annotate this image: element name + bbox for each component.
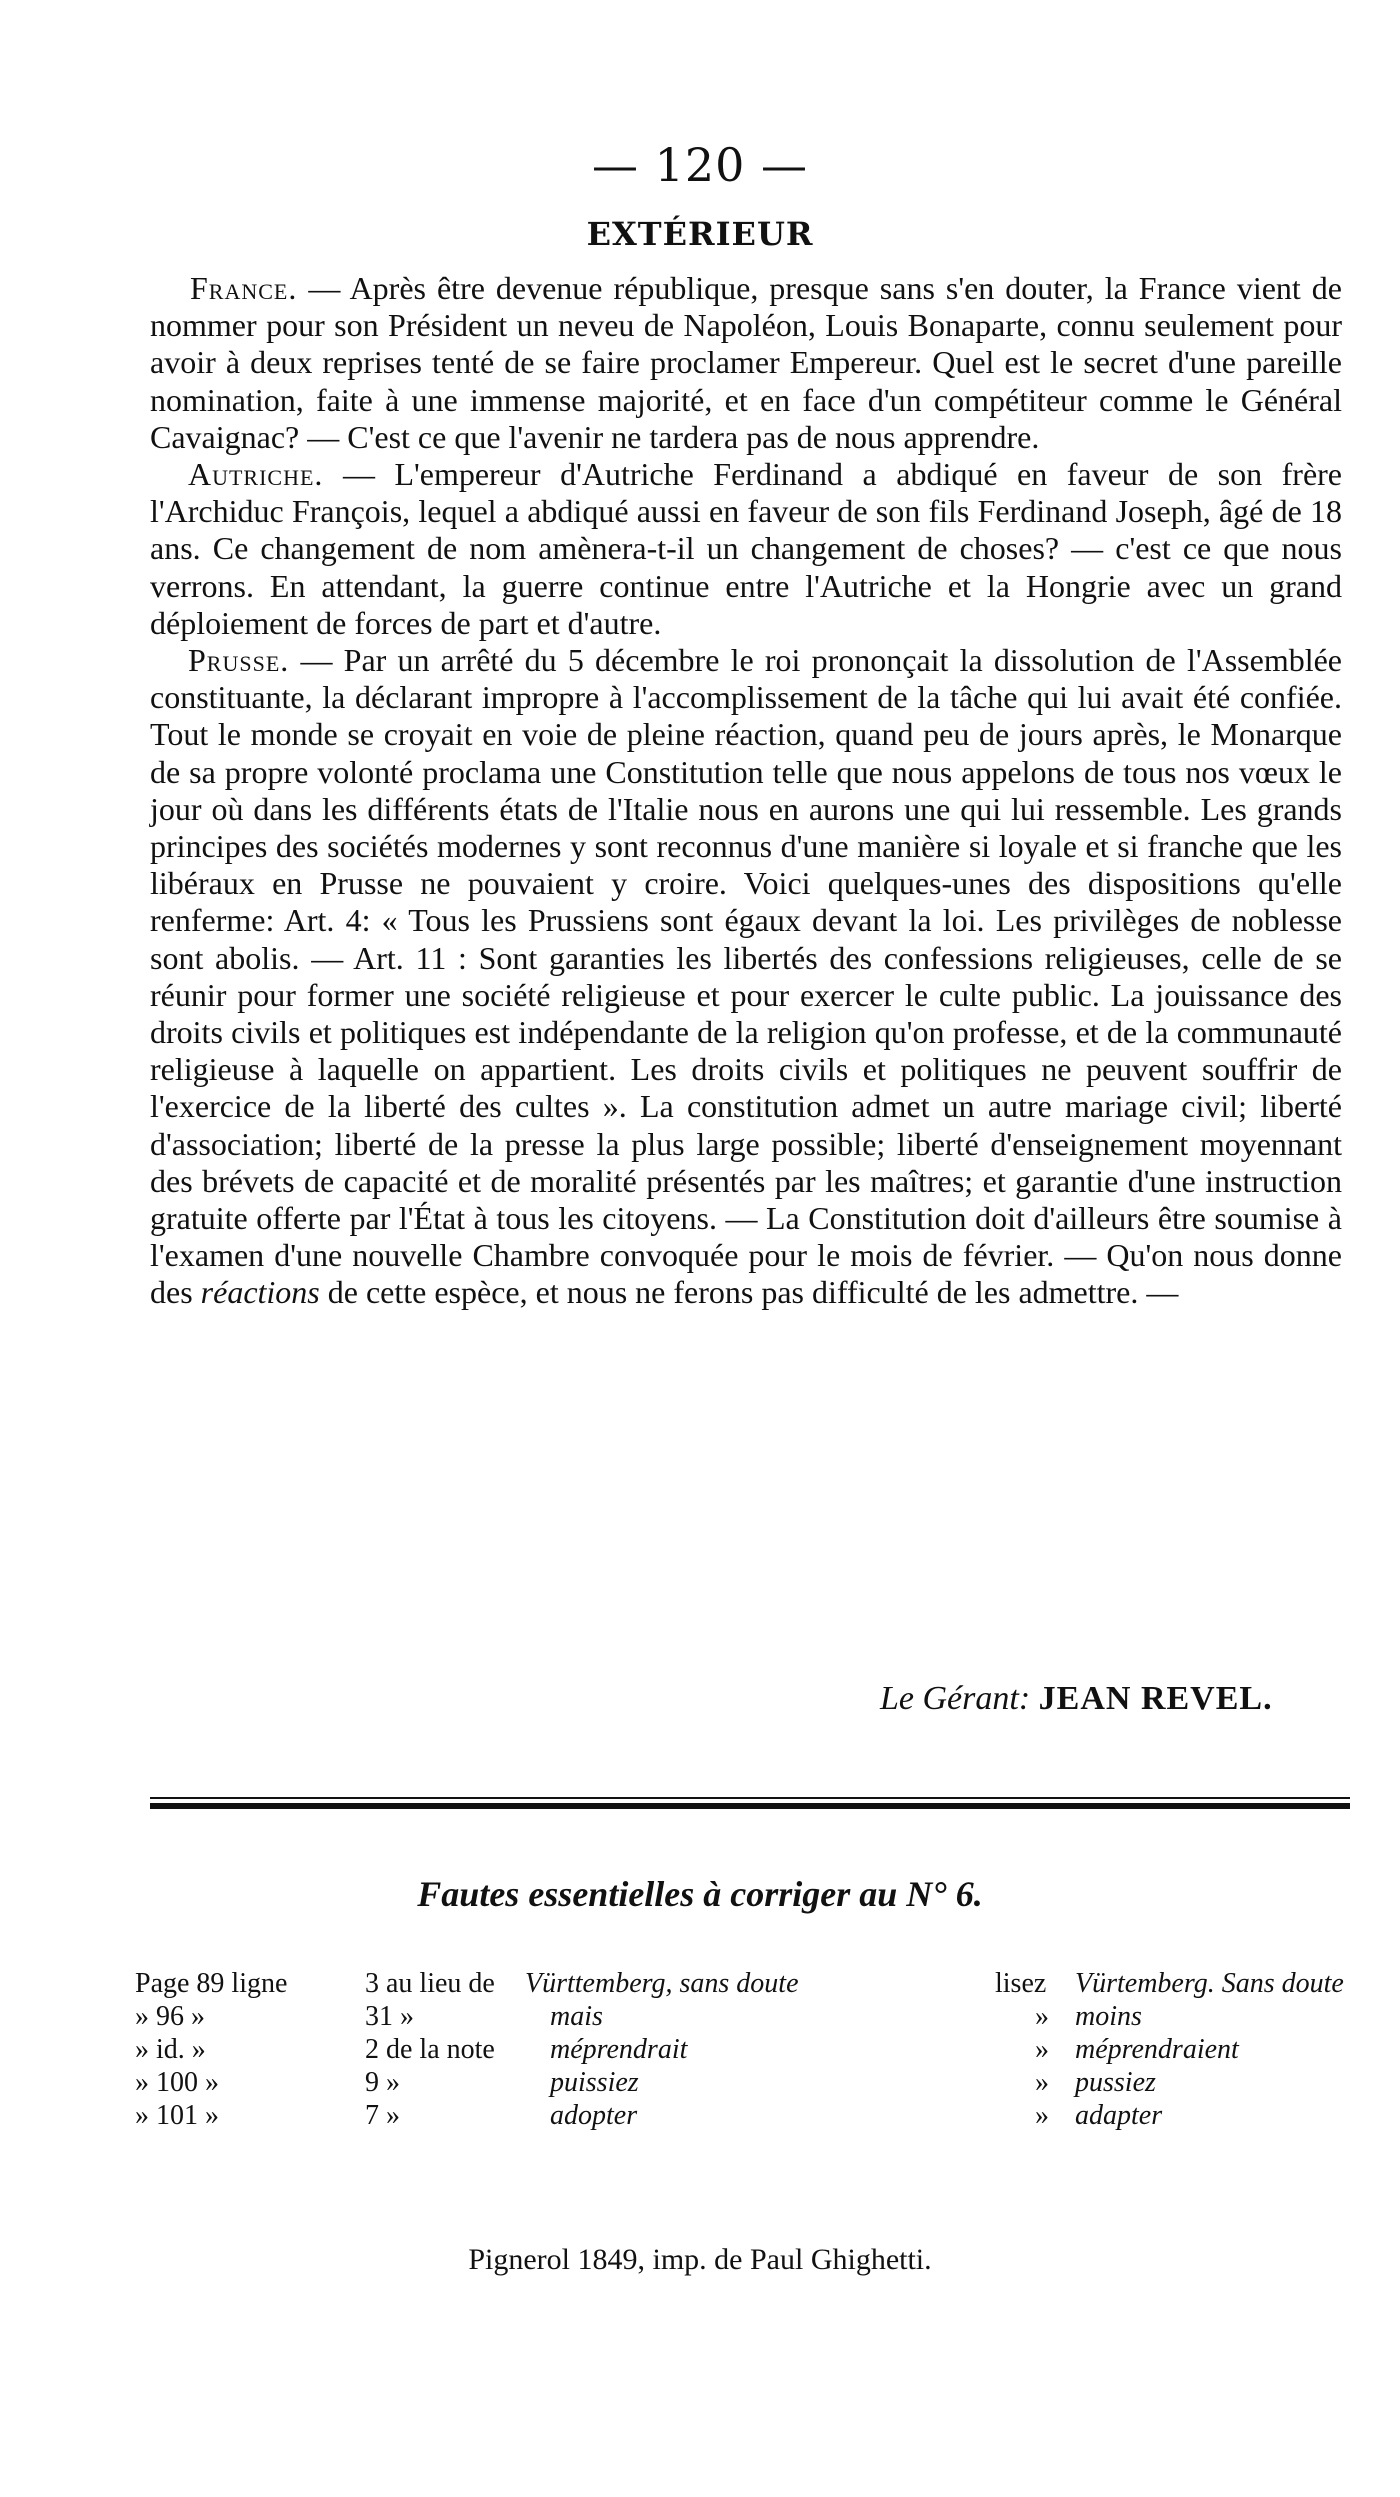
paragraph-france <box>150 270 1342 456</box>
errata-correct: pussiez <box>1075 2067 1156 2098</box>
section-heading: EXTÉRIEUR <box>586 215 814 253</box>
errata-page: Page 89 ligne <box>135 1968 288 1999</box>
errata-row <box>135 2001 1375 2034</box>
paragraph-autriche <box>150 456 1342 642</box>
errata-wrong: adopter <box>550 2100 638 2131</box>
errata-title: Fautes essentielles à corriger au N° 6. <box>417 1874 983 1914</box>
errata-wrong: puissiez <box>550 2067 639 2098</box>
country-label-france: France. <box>190 270 298 306</box>
errata-line: 2 de la note <box>365 2034 495 2065</box>
paragraph-tail-prusse: de cette espèce, et nous ne ferons pas difficulté de les admettre. — <box>319 1274 1179 1311</box>
signature-name: JEAN REVEL. <box>1038 1680 1273 1717</box>
divider-rule <box>150 1797 1350 1799</box>
errata-page: » 101 » <box>135 2100 219 2131</box>
errata-page: » 96 » <box>135 2001 205 2032</box>
errata-wrong: mais <box>550 2001 603 2032</box>
errata-wrong: Vürttemberg, sans doute <box>525 1968 799 1999</box>
errata-line: 31 » <box>365 2001 414 2032</box>
errata-page: » 100 » <box>135 2067 219 2098</box>
errata-line: 7 » <box>365 2100 400 2131</box>
errata-wrong: méprendrait <box>550 2034 688 2065</box>
paragraph-prusse <box>150 642 1342 1312</box>
divider-rule-thick <box>150 1803 1350 1809</box>
errata-lisez: lisez <box>995 1968 1047 1999</box>
country-label-prusse: Prusse. <box>188 642 290 679</box>
errata-row <box>135 2100 1375 2133</box>
paragraph-text-france: — Après être devenue république, presque sans s'en douter, la France vient de nommer pour son Président un neveu de Napoléon, Louis Bonaparte, connu seulement pour avoir à deux reprises tenté de se faire proclamer Empereur. Quel est le secret d'une pareille nomination, faite à une immense majorité, et en face d'un compétiteur comme le Général Cavaignac? — C'est ce que l'avenir ne tardera pas de nous apprendre. <box>150 270 1342 455</box>
errata-correct: adapter <box>1075 2100 1163 2131</box>
signature <box>880 1680 1350 1718</box>
errata-correct: Vürtemberg. Sans doute <box>1075 1968 1344 1999</box>
errata-lisez: » <box>1035 2001 1049 2032</box>
errata-lisez: » <box>1035 2034 1049 2065</box>
country-label-autriche: Autriche. <box>188 456 324 493</box>
page-number: — 120 — <box>591 138 809 192</box>
news-article <box>150 270 1342 1312</box>
imprint: Pignerol 1849, imp. de Paul Ghighetti. <box>468 2243 932 2276</box>
emphasis-reactions: réactions <box>200 1274 320 1311</box>
errata-page: » id. » <box>135 2034 206 2065</box>
errata-lisez: » <box>1035 2100 1049 2131</box>
errata-row <box>135 2034 1375 2067</box>
errata-row <box>135 1968 1375 2001</box>
errata-correct: moins <box>1075 2001 1142 2032</box>
errata-correct: méprendraient <box>1075 2034 1239 2065</box>
errata-line: 3 au lieu de <box>365 1968 495 1999</box>
errata-list <box>135 1968 1375 2133</box>
paragraph-text-autriche: — L'empereur d'Autriche Ferdinand a abdiqué en faveur de son frère l'Archiduc François, lequel a abdiqué aussi en faveur de son fils Ferdinand Joseph, âgé de 18 ans. Ce changement de nom amènera-t-il un changement de choses? — c'est ce que nous verrons. En attendant, la guerre continue entre l'Autriche et la Hongrie avec un grand déploiement de forces de part et d'autre. <box>150 456 1342 641</box>
errata-row <box>135 2067 1375 2100</box>
signature-label: Le Gérant: <box>880 1680 1031 1717</box>
errata-lisez: » <box>1035 2067 1049 2098</box>
errata-line: 9 » <box>365 2067 400 2098</box>
paragraph-text-prusse: — Par un arrêté du 5 décembre le roi prononçait la dissolution de l'Assemblée constituante, la déclarant impropre à l'accomplissement de la tâche qui lui avait été confiée. Tout le monde se croyait en voie de pleine réaction, quand peu de jours après, le Monarque de sa propre volonté proclama une Constitution telle que nous appelons de tous nos vœux le jour où dans les différents états de l'Italie nous en aurons une qui lui ressemble. Les grands principes des sociétés modernes y sont reconnus d'une manière si loyale et si franche que les libéraux en Prusse ne pouvaient y croire. Voici quelques-unes des dispositions qu'elle renferme: Art. 4: « Tous les Prussiens sont égaux devant la loi. Les privilèges de noblesse sont abolis. — Art. 11 : Sont garanties les libertés des confessions religieuses, celle de se réunir pour former une société religieuse et pour exercer le culte public. La jouissance des droits civils et politiques est indépendante de la religion qu'on professe, et de la communauté religieuse à laquelle on appartient. Les droits civils et politiques ne peuvent souffrir de l'exercice de la liberté des cultes ». La constitution admet un autre mariage civil; liberté d'association; liberté de la presse la plus large possible; liberté d'enseignement moyennant des brévets de capacité et de moralité présentés par les maîtres; et garantie d'une instruction gratuite offerte par l'État à tous les citoyens. — La Constitution doit d'ailleurs être soumise à l'examen d'une nouvelle Chambre convoquée pour le mois de février. — Qu'on nous donne des <box>150 642 1342 1311</box>
